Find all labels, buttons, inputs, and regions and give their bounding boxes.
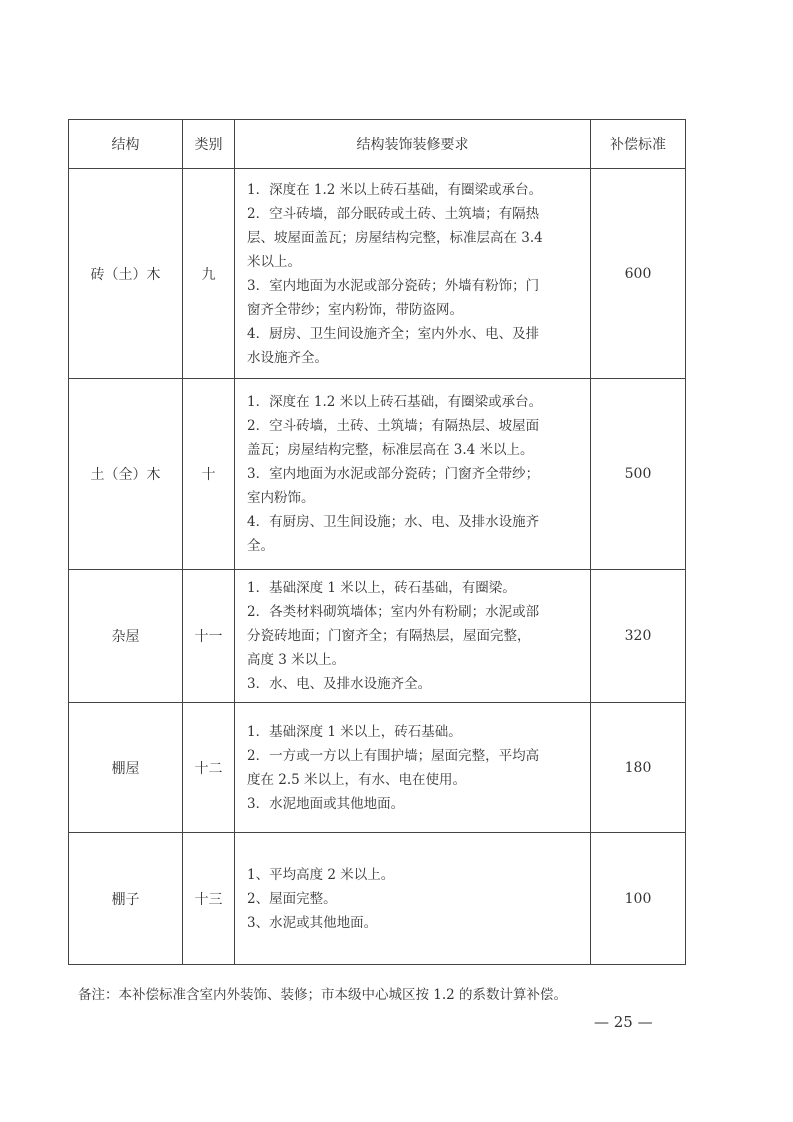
requirement-line: 2．空斗砖墙，部分眠砖或土砖、土筑墙；有隔热: [247, 205, 540, 222]
requirements-cell: [235, 169, 591, 379]
compensation-table: [68, 119, 686, 965]
footnote: 备注：本补偿标准含室内外装饰、装修；市本级中心城区按 1.2 的系数计算补偿。: [78, 987, 568, 1003]
requirement-line: 3．水泥地面或其他地面。: [247, 795, 405, 812]
category-cell: 九: [183, 169, 235, 379]
requirements-cell: [235, 703, 591, 833]
requirement-line: 2、屋面完整。: [247, 890, 337, 907]
table-header-row: [69, 120, 686, 169]
header-price: 补偿标准: [591, 120, 686, 169]
page-number: — 25 —: [594, 1013, 653, 1031]
requirement-line: 3、水泥或其他地面。: [247, 914, 378, 931]
requirement-line: 米以上。: [247, 253, 301, 270]
requirements-cell: [235, 570, 591, 703]
header-requirements: 结构装饰装修要求: [235, 120, 591, 169]
structure-cell: 棚子: [69, 833, 183, 965]
requirement-line: 2．各类材料砌筑墙体；室内外有粉刷；水泥或部: [247, 604, 540, 620]
requirement-line: 1．深度在 1.2 米以上砖石基础，有圈梁或承台。: [247, 394, 543, 410]
price-cell: 320: [591, 570, 686, 703]
category-cell: 十: [183, 379, 235, 570]
requirement-line: 度在 2.5 米以上，有水、电在使用。: [247, 771, 467, 788]
requirement-line: 4．厨房、卫生间设施齐全；室内外水、电、及排: [247, 325, 540, 342]
header-structure: 结构: [69, 120, 183, 169]
requirement-line: 高度 3 米以上。: [247, 652, 346, 668]
table-row: [69, 379, 686, 570]
requirement-line: 层、坡屋面盖瓦；房屋结构完整，标准层高在 3.4: [247, 229, 543, 246]
price-cell: 500: [591, 379, 686, 570]
requirement-line: 2．一方或一方以上有围护墙；屋面完整，平均高: [247, 747, 540, 764]
requirement-line: 室内粉饰。: [247, 490, 315, 506]
category-cell: 十一: [183, 570, 235, 703]
table-row: [69, 570, 686, 703]
requirement-line: 全。: [247, 538, 274, 554]
requirement-line: 2．空斗砖墙，土砖、土筑墙；有隔热层、坡屋面: [247, 418, 540, 434]
table-row: [69, 169, 686, 379]
requirement-line: 3．室内地面为水泥或部分瓷砖；外墙有粉饰；门: [247, 277, 540, 294]
requirement-line: 4．有厨房、卫生间设施；水、电、及排水设施齐: [247, 514, 540, 530]
price-cell: 100: [591, 833, 686, 965]
category-cell: 十二: [183, 703, 235, 833]
requirement-line: 1、平均高度 2 米以上。: [247, 866, 395, 883]
requirement-line: 盖瓦；房屋结构完整，标准层高在 3.4 米以上。: [247, 442, 534, 458]
structure-cell: 杂屋: [69, 570, 183, 703]
structure-cell: 棚屋: [69, 703, 183, 833]
header-category: 类别: [183, 120, 235, 169]
requirement-line: 分瓷砖地面；门窗齐全；有隔热层，屋面完整，: [247, 628, 531, 644]
requirements-cell: [235, 379, 591, 570]
requirements-cell: [235, 833, 591, 965]
table-row: [69, 833, 686, 965]
price-cell: 600: [591, 169, 686, 379]
requirement-line: 3．水、电、及排水设施齐全。: [247, 676, 432, 692]
structure-cell: 砖（土）木: [69, 169, 183, 379]
category-cell: 十三: [183, 833, 235, 965]
requirement-line: 水设施齐全。: [247, 349, 328, 366]
requirement-line: 1．基础深度 1 米以上，砖石基础。: [247, 723, 462, 740]
table-row: [69, 703, 686, 833]
requirement-line: 3．室内地面为水泥或部分瓷砖；门窗齐全带纱；: [247, 466, 540, 482]
requirement-line: 1．基础深度 1 米以上，砖石基础，有圈梁。: [247, 580, 516, 596]
price-cell: 180: [591, 703, 686, 833]
structure-cell: 土（全）木: [69, 379, 183, 570]
requirement-line: 窗齐全带纱；室内粉饰，带防盗网。: [247, 301, 463, 318]
requirement-line: 1．深度在 1.2 米以上砖石基础，有圈梁或承台。: [247, 181, 543, 198]
